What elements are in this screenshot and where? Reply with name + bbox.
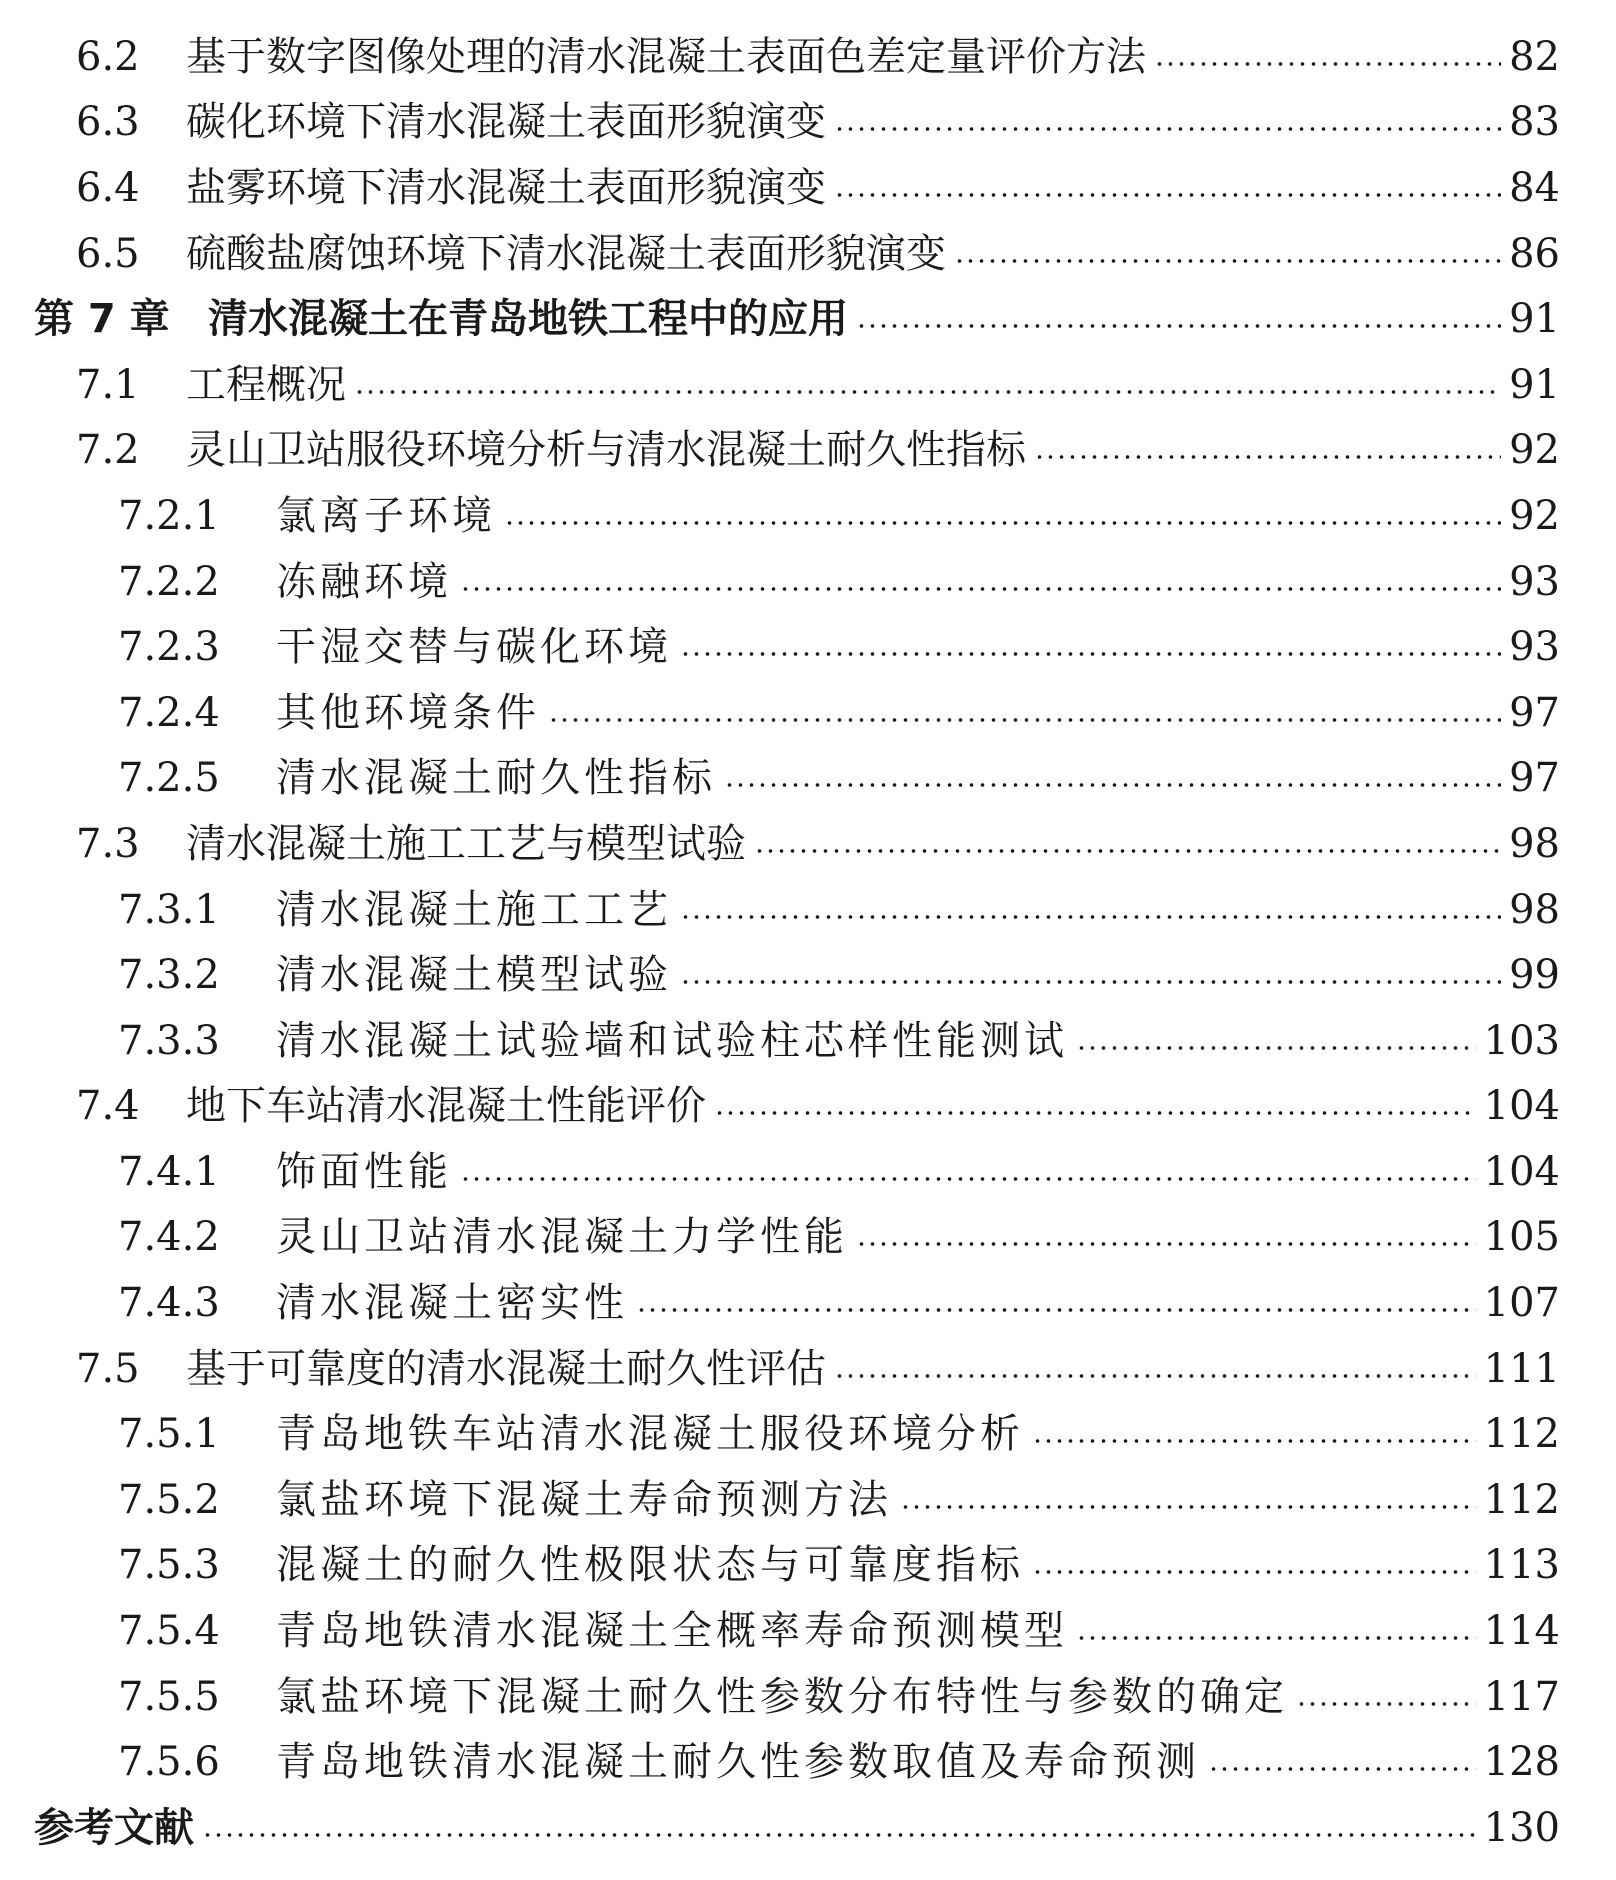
toc-entry-number: 6.2 — [76, 33, 140, 80]
toc-subsection-entry[interactable] — [0, 1270, 1616, 1336]
dot-leader — [714, 1111, 1476, 1115]
toc-entry-number: 7.3.2 — [118, 952, 220, 999]
toc-entry-page-number: 97 — [1509, 755, 1560, 802]
toc-subsection-entry[interactable] — [0, 483, 1616, 549]
toc-section-entry[interactable] — [0, 90, 1616, 156]
toc-entry-title: 冻融环境 — [276, 558, 452, 605]
toc-entry-page-number: 98 — [1509, 820, 1560, 867]
toc-entry-number: 7.5.5 — [118, 1673, 220, 1720]
toc-entry-number: 6.5 — [76, 230, 140, 277]
toc-entry-number: 7.4 — [76, 1083, 140, 1130]
toc-entry-page-number: 91 — [1509, 296, 1560, 343]
toc-entry-number: 7.5.3 — [118, 1542, 220, 1589]
toc-subsection-entry[interactable] — [0, 1664, 1616, 1730]
toc-entry-number: 7.3.3 — [118, 1017, 220, 1064]
dot-leader — [954, 259, 1501, 263]
dot-leader — [460, 587, 1501, 591]
dot-leader — [1208, 1767, 1476, 1771]
dot-leader — [1154, 62, 1501, 66]
toc-entry-number: 7.2.1 — [118, 492, 220, 539]
toc-section-entry[interactable] — [0, 1336, 1616, 1402]
dot-leader — [1296, 1702, 1476, 1706]
toc-section-entry[interactable] — [0, 418, 1616, 484]
toc-entry-title: 氯盐环境下混凝土寿命预测方法 — [276, 1476, 892, 1523]
toc-entry-page-number: 105 — [1483, 1214, 1560, 1261]
dot-leader — [680, 652, 1501, 656]
toc-entry-page-number: 103 — [1483, 1017, 1560, 1064]
toc-subsection-entry[interactable] — [0, 614, 1616, 680]
toc-subsection-entry[interactable] — [0, 1401, 1616, 1467]
toc-entry-page-number: 117 — [1483, 1673, 1560, 1720]
dot-leader — [680, 915, 1501, 919]
toc-entry-page-number: 112 — [1483, 1411, 1560, 1458]
toc-entry-page-number: 84 — [1509, 164, 1560, 211]
toc-subsection-entry[interactable] — [0, 1729, 1616, 1795]
toc-subsection-entry[interactable] — [0, 1467, 1616, 1533]
toc-entry-title: 盐雾环境下清水混凝土表面形貌演变 — [186, 164, 826, 211]
toc-section-entry[interactable] — [0, 352, 1616, 418]
toc-entry-number: 7.5 — [76, 1345, 140, 1392]
dot-leader — [834, 127, 1501, 131]
toc-section-entry[interactable] — [0, 1074, 1616, 1140]
toc-entry-number: 7.5.1 — [118, 1411, 220, 1458]
dot-leader — [202, 1833, 1476, 1837]
toc-entry-title: 混凝土的耐久性极限状态与可靠度指标 — [276, 1542, 1024, 1589]
toc-section-entry[interactable] — [0, 24, 1616, 90]
toc-entry-number: 7.5.4 — [118, 1608, 220, 1655]
toc-entry-page-number: 107 — [1483, 1280, 1560, 1327]
toc-entry-page-number: 128 — [1483, 1739, 1560, 1786]
dot-leader — [754, 849, 1501, 853]
toc-entry-number: 7.1 — [76, 361, 140, 408]
toc-entry-title: 清水混凝土施工工艺与模型试验 — [186, 820, 746, 867]
toc-entry-title: 灵山卫站清水混凝土力学性能 — [276, 1214, 848, 1261]
toc-subsection-entry[interactable] — [0, 1598, 1616, 1664]
toc-entry-number: 6.4 — [76, 164, 140, 211]
dot-leader — [1034, 455, 1501, 459]
toc-entry-page-number: 93 — [1509, 624, 1560, 671]
dot-leader — [856, 1242, 1476, 1246]
toc-entry-title: 青岛地铁车站清水混凝土服役环境分析 — [276, 1411, 1024, 1458]
dot-leader — [834, 1374, 1476, 1378]
toc-entry-title: 基于数字图像处理的清水混凝土表面色差定量评价方法 — [186, 33, 1146, 80]
toc-entry-title: 氯离子环境 — [276, 492, 496, 539]
toc-entry-number: 7.2.4 — [118, 689, 220, 736]
toc-entry-page-number: 92 — [1509, 427, 1560, 474]
dot-leader — [834, 193, 1501, 197]
dot-leader — [680, 980, 1501, 984]
toc-entry-title: 清水混凝土试验墙和试验柱芯样性能测试 — [276, 1017, 1068, 1064]
toc-subsection-entry[interactable] — [0, 680, 1616, 746]
dot-leader — [636, 1308, 1476, 1312]
toc-entry-page-number: 111 — [1483, 1345, 1560, 1392]
dot-leader — [354, 390, 1501, 394]
toc-subsection-entry[interactable] — [0, 942, 1616, 1008]
toc-entry-title: 清水混凝土密实性 — [276, 1280, 628, 1327]
toc-entry-number: 7.3.1 — [118, 886, 220, 933]
dot-leader — [1076, 1046, 1476, 1050]
toc-entry-title: 碳化环境下清水混凝土表面形貌演变 — [186, 99, 826, 146]
toc-entry-page-number: 98 — [1509, 886, 1560, 933]
toc-entry-page-number: 97 — [1509, 689, 1560, 736]
toc-subsection-entry[interactable] — [0, 549, 1616, 615]
toc-entry-number: 第 7 章 — [34, 296, 170, 343]
toc-entry-title: 氯盐环境下混凝土耐久性参数分布特性与参数的确定 — [276, 1673, 1288, 1720]
toc-entry-title: 其他环境条件 — [276, 689, 540, 736]
toc-entry-number: 7.2.3 — [118, 624, 220, 671]
toc-entry-page-number: 104 — [1483, 1148, 1560, 1195]
table-of-contents — [0, 24, 1616, 1861]
toc-entry-number: 7.3 — [76, 820, 140, 867]
toc-subsection-entry[interactable] — [0, 877, 1616, 943]
toc-entry-title: 清水混凝土施工工艺 — [276, 886, 672, 933]
toc-entry-title: 硫酸盐腐蚀环境下清水混凝土表面形貌演变 — [186, 230, 946, 277]
toc-entry-title: 工程概况 — [186, 361, 346, 408]
toc-section-entry[interactable] — [0, 155, 1616, 221]
toc-entry-page-number: 113 — [1483, 1542, 1560, 1589]
toc-entry-title: 基于可靠度的清水混凝土耐久性评估 — [186, 1345, 826, 1392]
toc-entry-title: 干湿交替与碳化环境 — [276, 624, 672, 671]
toc-section-entry[interactable] — [0, 811, 1616, 877]
dot-leader — [504, 521, 1501, 525]
toc-entry-number: 7.2.5 — [118, 755, 220, 802]
toc-entry-title: 青岛地铁清水混凝土全概率寿命预测模型 — [276, 1608, 1068, 1655]
toc-entry-number: 7.2 — [76, 427, 140, 474]
toc-entry-number: 7.4.2 — [118, 1214, 220, 1261]
toc-section-entry[interactable] — [0, 221, 1616, 287]
toc-entry-title: 清水混凝土在青岛地铁工程中的应用 — [208, 296, 848, 343]
toc-entry-number: 7.2.2 — [118, 558, 220, 605]
toc-entry-title: 清水混凝土耐久性指标 — [276, 755, 716, 802]
dot-leader — [724, 783, 1501, 787]
toc-entry-page-number: 104 — [1483, 1083, 1560, 1130]
toc-subsection-entry[interactable] — [0, 1139, 1616, 1205]
toc-entry-title: 参考文献 — [34, 1804, 194, 1851]
toc-entry-title: 清水混凝土模型试验 — [276, 952, 672, 999]
toc-entry-page-number: 99 — [1509, 952, 1560, 999]
toc-entry-title: 地下车站清水混凝土性能评价 — [186, 1083, 706, 1130]
dot-leader — [1032, 1439, 1476, 1443]
dot-leader — [460, 1177, 1476, 1181]
toc-subsection-entry[interactable] — [0, 1008, 1616, 1074]
toc-entry-title: 灵山卫站服役环境分析与清水混凝土耐久性指标 — [186, 427, 1026, 474]
dot-leader — [1076, 1636, 1476, 1640]
toc-entry-page-number: 92 — [1509, 492, 1560, 539]
dot-leader — [548, 718, 1501, 722]
toc-chapter-entry[interactable] — [0, 286, 1616, 352]
toc-entry-number: 7.4.3 — [118, 1280, 220, 1327]
toc-entry-number: 7.4.1 — [118, 1148, 220, 1195]
toc-entry-title: 饰面性能 — [276, 1148, 452, 1195]
dot-leader — [900, 1505, 1476, 1509]
toc-entry-number: 7.5.6 — [118, 1739, 220, 1786]
toc-entry-page-number: 82 — [1509, 33, 1560, 80]
toc-subsection-entry[interactable] — [0, 1205, 1616, 1271]
toc-entry-page-number: 114 — [1483, 1608, 1560, 1655]
toc-entry-number: 7.5.2 — [118, 1476, 220, 1523]
toc-subsection-entry[interactable] — [0, 1533, 1616, 1599]
toc-entry-page-number: 130 — [1483, 1804, 1560, 1851]
toc-entry-title: 青岛地铁清水混凝土耐久性参数取值及寿命预测 — [276, 1739, 1200, 1786]
toc-entry-page-number: 91 — [1509, 361, 1560, 408]
toc-entry-page-number: 93 — [1509, 558, 1560, 605]
toc-entry-page-number: 112 — [1483, 1476, 1560, 1523]
toc-entry-page-number: 86 — [1509, 230, 1560, 277]
toc-subsection-entry[interactable] — [0, 746, 1616, 812]
toc-entry-number: 6.3 — [76, 99, 140, 146]
dot-leader — [856, 324, 1501, 328]
toc-entry-page-number: 83 — [1509, 99, 1560, 146]
dot-leader — [1032, 1570, 1476, 1574]
toc-chapter-entry[interactable] — [0, 1795, 1616, 1861]
